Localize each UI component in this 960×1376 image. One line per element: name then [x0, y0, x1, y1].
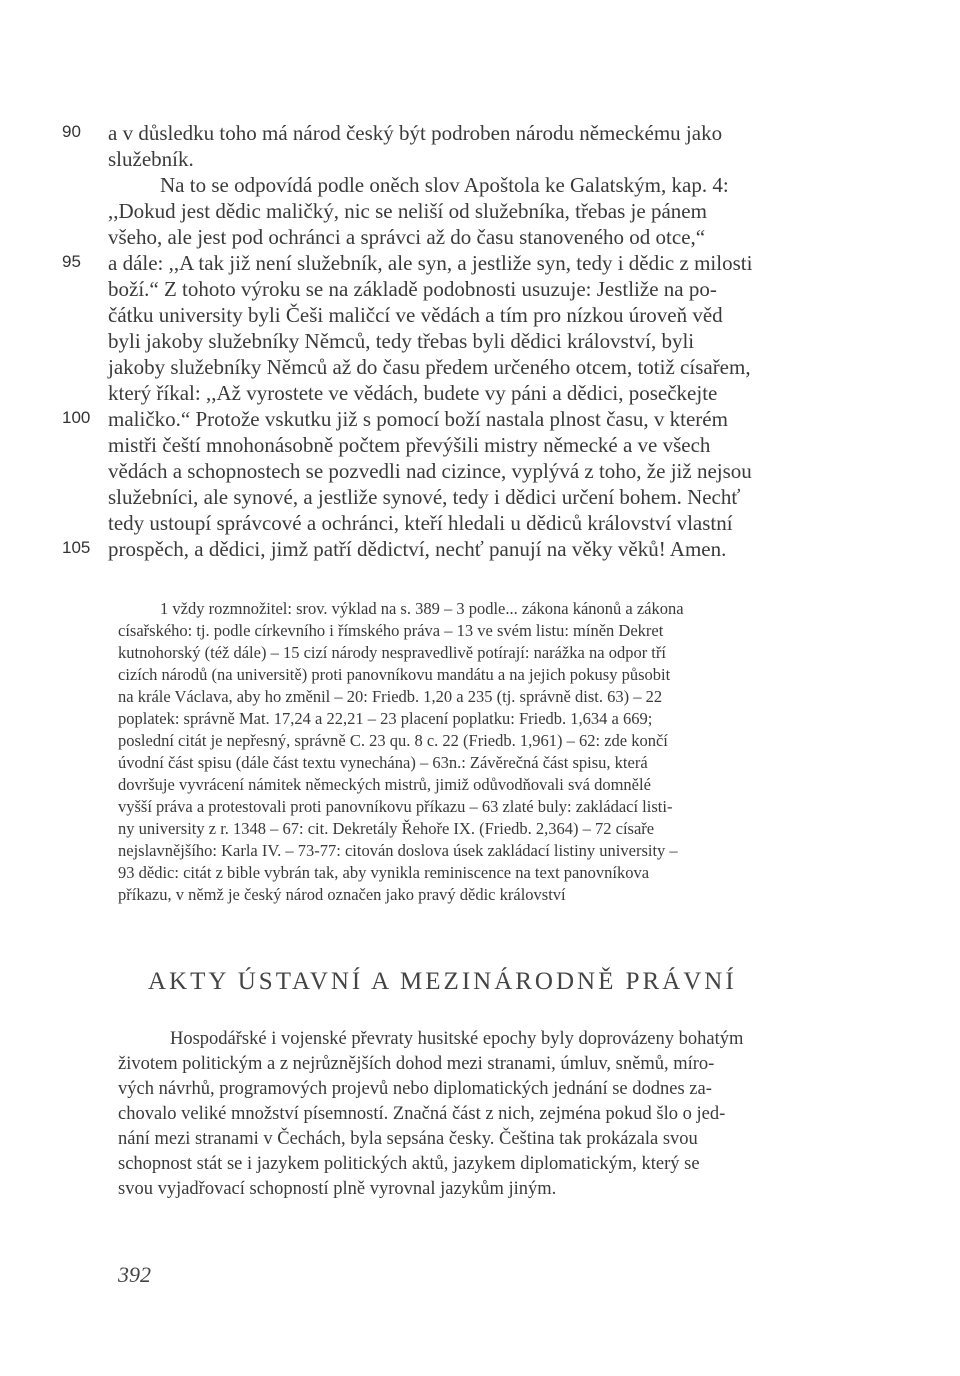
- footnote-line: na krále Václava, aby ho změnil – 20: Friedb. 1,20 a 235 (tj. správně dist. 63) – 22: [118, 687, 663, 706]
- footnote-line: dovršuje vyvrácení námitek německých mistrů, jimiž odůvodňovali svá domnělé: [118, 775, 651, 794]
- paragraph-line: Hospodářské i vojenské převraty husitské epochy byly doprovázeny bohatým: [170, 1029, 744, 1049]
- text-line: maličko.“ Protože vskutku již s pomocí boží nastala plnost času, v kterém: [108, 407, 728, 431]
- paragraph-line: životem politickým a z nejrůznějších dohod mezi stranami, úmluv, sněmů, míro-: [118, 1054, 715, 1074]
- text-line: který říkal: ,,Až vyrostete ve vědách, budete vy páni a dědici, posečkejte: [108, 381, 718, 405]
- footnote-line: poslední citát je nepřesný, správně C. 23 qu. 8 c. 22 (Friedb. 1,961) – 62: zde končí: [118, 731, 668, 750]
- text-line: prospěch, a dědici, jimž patří dědictví, nechť panují na věky věků! Amen.: [108, 537, 727, 561]
- text-line: a dále: ,,A tak již není služebník, ale syn, a jestliže syn, tedy i dědic z milosti: [108, 251, 753, 275]
- line-number: 95: [62, 252, 81, 271]
- footnote-line: ny university z r. 1348 – 67: cit. Dekretály Řehoře IX. (Friedb. 2,364) – 72 císaře: [118, 819, 655, 838]
- text-line: služebníci, ale synové, a jestliže synové, tedy i dědici určení bohem. Nechť: [108, 485, 741, 509]
- text-line: všeho, ale jest pod ochránci a správci až do času stanoveného od otce,“: [108, 225, 706, 249]
- text-line: boží.“ Z tohoto výroku se na základě podobnosti usuzuje: Jestliže na po-: [108, 277, 717, 301]
- page-number: 392: [118, 1262, 151, 1287]
- footnote-line: poplatek: správně Mat. 17,24 a 22,21 – 23 placení poplatku: Friedb. 1,634 a 669;: [118, 709, 653, 728]
- footnote-line: 1 vždy rozmnožitel: srov. výklad na s. 389 – 3 podle... zákona kánonů a zákona: [160, 599, 684, 618]
- footnote-line: císařského: tj. podle církevního i římského práva – 13 ve svém listu: míněn Dekret: [118, 621, 664, 640]
- footnote-line: 93 dědic: citát z bible vybrán tak, aby vynikla reminiscence na text panovníkova: [118, 863, 650, 882]
- footnote-line: kutnohorský (též dále) – 15 cizí národy nespravedlivě potírají: narážka na odpor tří: [118, 643, 666, 662]
- footnote-line: úvodní část spisu (dále část textu vynechána) – 63n.: Závěrečná část spisu, která: [118, 753, 648, 772]
- line-number-margin: [0, 0, 100, 1376]
- text-line: služebník.: [108, 147, 194, 171]
- text-line: a v důsledku toho má národ český být podroben národu německému jako: [108, 121, 723, 145]
- text-line: Na to se odpovídá podle oněch slov Apoštola ke Galatským, kap. 4:: [160, 173, 729, 197]
- text-line: vědách a schopnostech se pozvedli nad cizince, vyplývá z toho, že již nejsou: [108, 459, 752, 483]
- paragraph-line: schopnost stát se i jazykem politických aktů, jazykem diplomatickým, který se: [118, 1154, 700, 1174]
- text-line: čátku university byli Češi maličcí ve vědách a tím pro nízkou úroveň věd: [108, 303, 723, 327]
- line-number: 105: [62, 538, 91, 557]
- paragraph-line: nání mezi stranami v Čechách, byla sepsána česky. Čeština tak prokázala svou: [118, 1129, 698, 1149]
- text-line: tedy ustoupí správcové a ochránci, kteří hledali u dědiců království vlastní: [108, 511, 733, 535]
- text-line: mistři čeští mnohonásobně počtem převýšili mistry německé a ve všech: [108, 433, 711, 457]
- paragraph-line: vých návrhů, programových projevů nebo diplomatických jednání se dodnes za-: [118, 1079, 712, 1099]
- text-line: byli jakoby služebníky Němců, tedy třebas byli dědici království, byli: [108, 329, 695, 353]
- footnote-line: příkazu, v němž je český národ označen jako pravý dědic království: [118, 885, 566, 904]
- paragraph-line: svou vyjadřovací schopností plně vyrovnal jazykům jiným.: [118, 1179, 557, 1199]
- line-number: 100: [62, 408, 91, 427]
- line-number: 90: [62, 122, 81, 141]
- footnote-line: vyšší práva a protestovali proti panovníkovu příkazu – 63 zlaté buly: zakládací listi-: [118, 797, 673, 816]
- section-heading: AKTY ÚSTAVNÍ A MEZINÁRODNĚ PRÁVNÍ: [148, 968, 737, 995]
- paragraph-line: chovalo veliké množství písemností. Značná část z nich, zejména pokud šlo o jed-: [118, 1104, 726, 1124]
- text-line: jakoby služebníky Němců až do času předem určeného otcem, totiž císařem,: [108, 355, 751, 379]
- text-line: ,,Dokud jest dědic maličký, nic se neliší od služebníka, třebas je pánem: [108, 199, 707, 223]
- footnote-line: cizích národů (na universitě) proti panovníkovu mandátu a na jejich pokusy působit: [118, 665, 671, 684]
- footnote-line: nejslavnějšího: Karla IV. – 73-77: citován doslova úsek zakládací listiny university –: [118, 841, 678, 860]
